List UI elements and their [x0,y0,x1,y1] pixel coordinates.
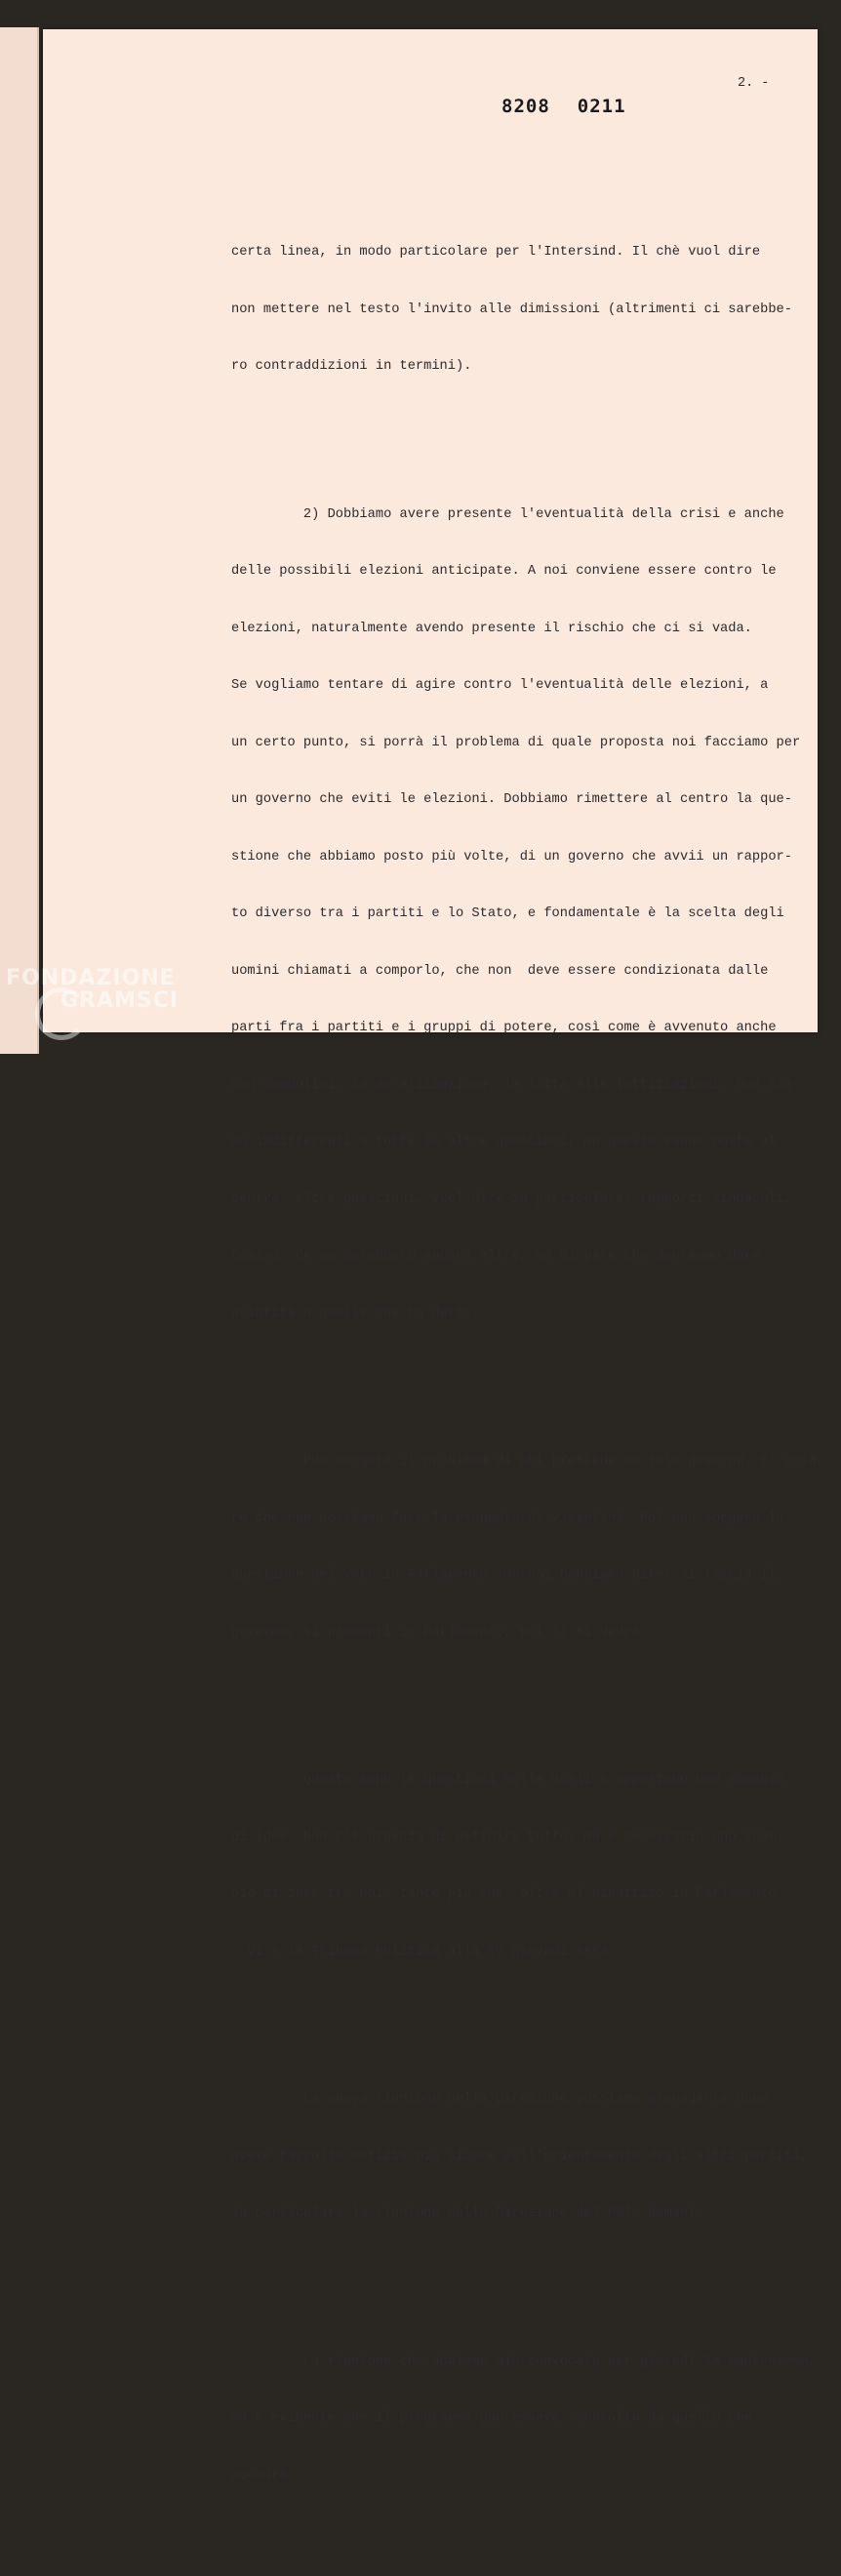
text-line: avere raccolto notizie più sicure sull'orientamento degli altri partiti, [231,2149,809,2164]
text-line: un certo punto, si porrà il problema di quale proposta noi facciamo per [231,735,801,750]
text-line: in particolare la riunione della Direzione del PSI, domani. [231,2206,704,2221]
watermark-line-1: FONDAZIONE [6,966,176,990]
text-line: con Spadolini, la moralizzazione, la lotta alle lottizzazioni. Non sia- [231,1077,801,1093]
text-line: La nuova riunione della Direzione possiamo prevederla dopo [231,2092,769,2107]
text-line: Può sorgere il problema di chi presiede un tale governo. E' chia- [231,1454,824,1469]
paragraph-4 [231,1733,797,1999]
text-line: mo indifferenti a tutte le altre questioni, ma queste vanno poste al [231,1135,777,1149]
text-line: Se vogliamo tentare di agire contro l'eventualità delle elezioni, a [231,678,769,693]
text-line: Queste sono le questioni sulle quali è opportuno uno scambio [231,1773,784,1788]
text-line: priorità a quelle che ho detto. [231,1306,480,1321]
text-line: Comiso. Ce ne sarebbero ancora altre, ma mi pare che dovremmo dare [231,1249,761,1264]
page-number: 2. - [738,76,770,91]
text-line: La riunione che abbiamo già convocato per giovedì la manteniamo, [231,2354,817,2369]
text-line: questione del voto in Parlamento. Ma noi dobbiamo dire: si faccia il [231,1568,777,1583]
paragraph-2 [231,467,801,1362]
text-line: un governo che eviti le elezioni. Dobbiamo rimettere al centro la que- [231,792,792,807]
text-line: accadrà. [231,2468,296,2483]
text-line: , vi è la Tribuna Politica alla TV giovedì sera. [231,1944,617,1959]
text-line: stione che abbiamo posto più volte, di un governo che avvii un rappor- [231,849,792,865]
text-line: non mettere nel testo l'invito alle dimissioni (altrimenti ci sarebbe- [231,302,792,317]
text-line: ma è evidente che il programma può essere sconvolto da quello che [231,2411,752,2426]
text-line: delle possibili elezioni anticipate. A noi conviene essere contro le [231,564,777,579]
archive-stamp-right: 0211 [577,96,626,117]
text-line: ro che non possiamo fare la proposta di Visentini. Poi può sorgere la [231,1510,784,1526]
text-line: bio di idee tra noi, tanto più che, oltre al dibattito in Parlamento [231,1887,777,1902]
paragraph-5 [231,2052,809,2262]
text-line: to diverso tra i partiti e lo Stato, e fondamentale è la scelta degli [231,906,784,921]
text-line: 2) Dobbiamo avere presente l'eventualità della crisi e anche [231,506,784,522]
text-line: di idee. Non c'è urgenza di definire tutto, ma è necessario uno scam- [231,1830,784,1845]
watermark-line-2: GRAMSCI [60,988,180,1013]
text-line: uomini chiamati a comporlo, che non deve essere condizionata dalle [231,963,769,979]
paragraph-6 [231,2314,817,2524]
text-line: centro. Altre questioni, vuol dire in particolare: rapporti sindacali, [231,1191,792,1207]
paragraph-3 [231,1414,824,1680]
text-line: parti fra i partiti e i gruppi di potere, così come è avvenuto anche [231,1021,777,1035]
fondazione-gramsci-watermark [6,966,179,1013]
text-line: ro contraddizioni in termini). [231,359,472,374]
previous-page-edge [0,27,39,1054]
paragraph-1 [231,205,797,415]
document-page [43,29,824,2483]
text-line: governo, si presenti in Parlamento, poi lì si vedrà. [231,1625,649,1640]
archive-stamp [501,96,626,117]
document-body [231,167,824,2576]
text-line: certa linea, in modo particolare per l'Intersind. Il chè vuol dire [231,245,761,260]
gramsci-logo-icon [35,987,88,1040]
text-line: elezioni, naturalmente avendo presente il rischio che ci si vada. [231,621,752,636]
archive-stamp-left: 8208 [501,96,550,117]
